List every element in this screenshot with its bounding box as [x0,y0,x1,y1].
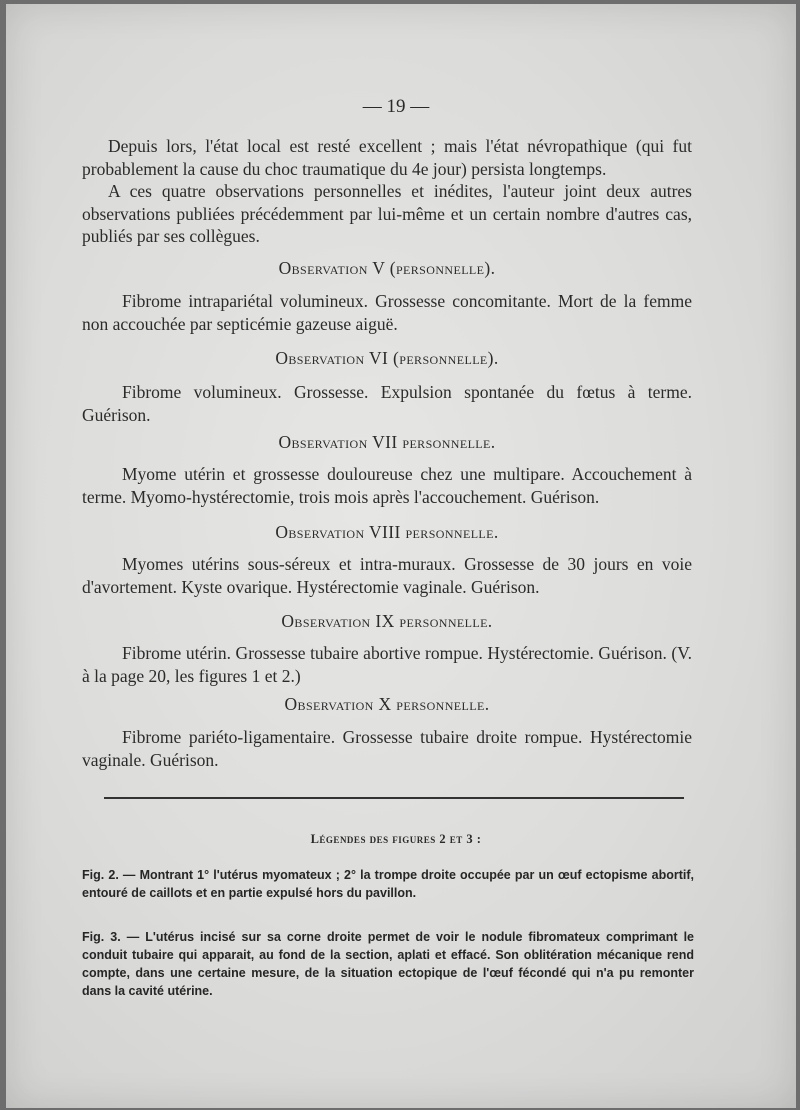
page-number: — 19 — [362,96,430,117]
intro-paragraph: Depuis lors, l'état local est resté excellent ; mais l'état névropathique (qui fut probablement la cause du choc traumatique du 4e jour) persista longtemps. [82,136,692,179]
intro-text [82,135,692,248]
figure-caption-3: Fig. 3. — L'utérus incisé sur sa corne droite permet de voir le nodule fibromateux comprimant le conduit tubaire qui apparait, au fond de la section, aplati et effacé. Son oblitération mécanique rend compte, dans une certaine mesure, de la situation ectopique de l'œuf fécondé qui n'a pu remonter dans la cavité utérine. [82,930,694,998]
legend-title: Légendes des figures 2 et 3 : [310,832,482,846]
observation-title: Observation X personnelle. [284,694,490,714]
observation-title: Observation VI (personnelle). [275,348,499,368]
observation-title: Observation VIII personnelle. [275,522,499,542]
observation-text: Myomes utérins sous-séreux et intra-muraux. Grossesse de 30 jours en voie d'avortement. Kyste ovarique. Hystérectomie vaginale. Guérison. [82,554,692,597]
observation-title: Observation IX personnelle. [281,611,493,631]
intro-paragraph: A ces quatre observations personnelles et inédites, l'auteur joint deux autres observations publiées précédemment par lui-même et un certain nombre d'autres cas, publiés par ses collègues. [82,181,692,246]
separator-rule [104,797,684,799]
observation-text: Fibrome pariéto-ligamentaire. Grossesse tubaire droite rompue. Hystérectomie vaginale. Guérison. [82,727,692,770]
observation-text: Fibrome intrapariétal volumineux. Grossesse concomitante. Mort de la femme non accouchée par septicémie gazeuse aiguë. [82,291,692,334]
observation-title: Observation V (personnelle). [278,258,496,278]
observation-text: Myome utérin et grossesse douloureuse chez une multipare. Accouchement à terme. Myomo-hystérectomie, trois mois après l'accouchement. Guérison. [82,464,692,507]
observation-title: Observation VII personnelle. [278,432,496,452]
book-page [6,4,796,1108]
observation-text: Fibrome volumineux. Grossesse. Expulsion spontanée du fœtus à terme. Guérison. [82,382,692,425]
observation-text: Fibrome utérin. Grossesse tubaire abortive rompue. Hystérectomie. Guérison. (V. à la page 20, les figures 1 et 2.) [82,643,692,686]
figure-caption-2: Fig. 2. — Montrant 1° l'utérus myomateux ; 2° la trompe droite occupée par un œuf ectopisme abortif, entouré de caillots et en partie expulsé hors du pavillon. [82,868,694,900]
